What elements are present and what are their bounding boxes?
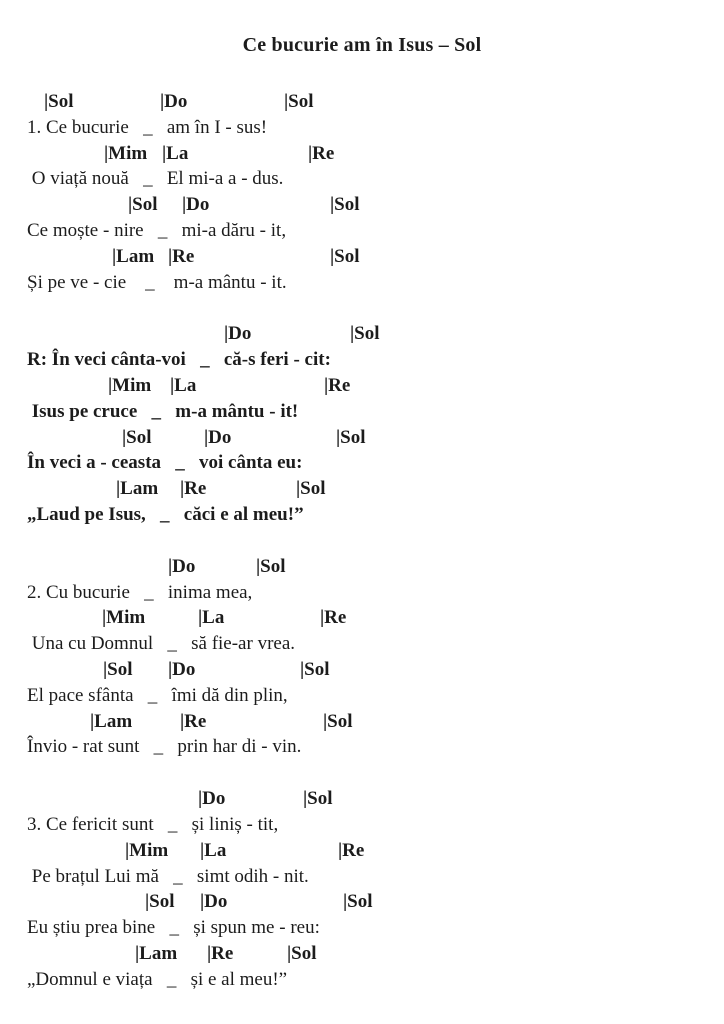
- chord-symbol: |Re: [320, 607, 347, 629]
- chord-symbol: |Sol: [323, 710, 353, 732]
- chord-symbol: |Do: [224, 323, 252, 345]
- chord-symbol: |Do: [168, 658, 196, 680]
- lyric-line: El pace sfânta _ îmi dă din plin,: [27, 684, 288, 706]
- chord-symbol: |Do: [168, 555, 196, 577]
- chord-symbol: |Sol: [128, 194, 158, 216]
- chord-symbol: |La: [162, 142, 189, 164]
- chord-line: [0, 425, 724, 451]
- lyric-line: „Laud pe Isus, _ căci e al meu!”: [27, 503, 304, 525]
- chord-symbol: |Sol: [145, 891, 175, 913]
- chord-symbol: |Sol: [122, 426, 152, 448]
- chord-symbol: |Mim: [104, 142, 148, 164]
- chord-symbol: |Sol: [330, 194, 360, 216]
- chord-symbol: |Lam: [90, 710, 133, 732]
- chord-line: [0, 554, 724, 580]
- chord-symbol: |Sol: [350, 323, 380, 345]
- chord-symbol: |Do: [198, 788, 226, 810]
- chord-symbol: |Sol: [330, 245, 360, 267]
- chord-symbol: |Lam: [135, 942, 178, 964]
- chord-line: [0, 786, 724, 812]
- chord-symbol: |Sol: [287, 942, 317, 964]
- chord-symbol: |Sol: [284, 91, 314, 112]
- lyric-line: O viață nouă _ El mi-a a - dus.: [27, 168, 284, 190]
- chord-symbol: |Re: [324, 374, 351, 396]
- chord-symbol: |Do: [160, 91, 188, 112]
- section-verse-2: [0, 554, 724, 760]
- lyric-line: „Domnul e viața _ și e al meu!”: [27, 968, 288, 990]
- chord-symbol: |Mim: [102, 607, 146, 629]
- chord-line: [0, 192, 724, 218]
- chord-symbol: |Re: [180, 710, 207, 732]
- chord-line: [0, 321, 724, 347]
- chord-symbol: |Sol: [256, 555, 286, 577]
- chord-line: [0, 941, 724, 967]
- lyric-line: În veci a - ceasta _ voi cânta eu:: [27, 452, 303, 474]
- chord-symbol: |Re: [168, 245, 195, 267]
- chord-symbol: |La: [200, 839, 227, 861]
- chord-line: [0, 657, 724, 683]
- chord-symbol: |Re: [308, 142, 335, 164]
- chord-line: [0, 709, 724, 735]
- lyric-line: Învio - rat sunt _ prin har di - vin.: [27, 736, 302, 758]
- chord-symbol: |La: [170, 374, 197, 396]
- chord-symbol: |Re: [338, 839, 365, 861]
- chord-symbol: |Sol: [103, 658, 133, 680]
- chord-line: [0, 889, 724, 915]
- chord-line: [0, 244, 724, 270]
- chord-symbol: |Mim: [108, 374, 152, 396]
- section-verse-1: [0, 89, 724, 295]
- chord-line: [0, 373, 724, 399]
- chord-symbol: |La: [198, 607, 225, 629]
- chord-symbol: |Sol: [336, 426, 366, 448]
- chord-symbol: |Lam: [116, 478, 159, 500]
- chord-symbol: |Lam: [112, 245, 155, 267]
- lyric-line: 1. Ce bucurie _ am în I - sus!: [27, 116, 268, 138]
- chord-line: [0, 605, 724, 631]
- lyric-line: Eu știu prea bine _ și spun me - reu:: [27, 917, 320, 939]
- chord-symbol: |Sol: [343, 891, 373, 913]
- chord-symbol: |Mim: [125, 839, 169, 861]
- chord-symbol: |Sol: [303, 788, 333, 810]
- lyric-line: Una cu Domnul _ să fie-ar vrea.: [27, 633, 296, 655]
- lyric-line: Ce moște - nire _ mi-a dăru - it,: [27, 219, 287, 241]
- chord-symbol: |Do: [182, 194, 210, 216]
- song-title: Ce bucurie am în Isus – Sol: [242, 34, 482, 56]
- chord-symbol: |Do: [204, 426, 232, 448]
- chord-line: [0, 838, 724, 864]
- chord-line: [0, 476, 724, 502]
- chord-symbol: |Re: [180, 478, 207, 500]
- chord-symbol: |Sol: [296, 478, 326, 500]
- song-body: [0, 57, 724, 993]
- lyric-line: Isus pe cruce _ m-a mântu - it!: [27, 400, 299, 422]
- chord-symbol: |Sol: [300, 658, 330, 680]
- chord-line: [0, 141, 724, 167]
- section-verse-3: [0, 786, 724, 992]
- lyric-line: Și pe ve - cie _ m-a mântu - it.: [27, 271, 287, 293]
- lyric-line: Pe brațul Lui mă _ simt odih - nit.: [27, 865, 309, 887]
- chord-symbol: |Re: [207, 942, 234, 964]
- chord-symbol: |Sol: [44, 91, 74, 112]
- lyric-line: 2. Cu bucurie _ inima mea,: [27, 581, 253, 603]
- lyric-line: R: În veci cânta-voi _ că-s feri - cit:: [27, 349, 331, 371]
- chord-line: [0, 89, 724, 115]
- lyric-line: 3. Ce fericit sunt _ și liniș - tit,: [27, 813, 279, 835]
- section-refrain: [0, 321, 724, 527]
- chord-symbol: |Do: [200, 891, 228, 913]
